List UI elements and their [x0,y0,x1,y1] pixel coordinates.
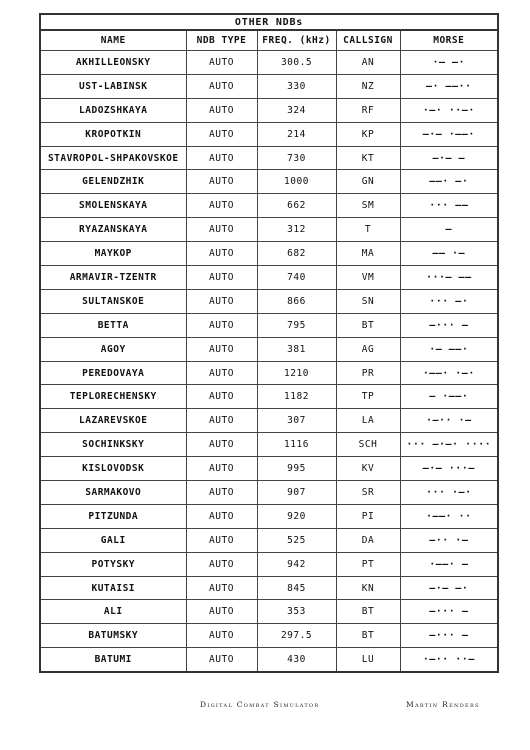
table-row [40,313,498,337]
table-row [40,648,498,672]
morse-code-cell: ·‒ ‒· [400,51,498,75]
table-row [40,122,498,146]
ndb-type-cell: AUTO [186,409,257,433]
table-row [40,504,498,528]
frequency-cell: 1210 [257,361,336,385]
table-row [40,457,498,481]
callsign-cell: AG [336,337,400,361]
frequency-cell: 942 [257,552,336,576]
morse-code-cell: ·‒‒· ‒ [400,552,498,576]
ndb-type-cell: AUTO [186,266,257,290]
ndb-name-cell: KUTAISI [40,576,186,600]
morse-code-cell: ··· ‒· [400,289,498,313]
callsign-cell: KN [336,576,400,600]
frequency-cell: 330 [257,74,336,98]
ndb-type-cell: AUTO [186,576,257,600]
table-row [40,289,498,313]
callsign-cell: KT [336,146,400,170]
ndb-name-cell: SMOLENSKAYA [40,194,186,218]
ndb-type-cell: AUTO [186,289,257,313]
ndb-type-cell: AUTO [186,218,257,242]
ndb-type-cell: AUTO [186,433,257,457]
morse-code-cell: ··· ·‒· [400,481,498,505]
morse-code-cell: ·‒·· ·‒ [400,409,498,433]
morse-code-cell: ··· ‒‒ [400,194,498,218]
table-body [40,51,498,673]
ndb-type-cell: AUTO [186,51,257,75]
table-row [40,98,498,122]
ndb-type-cell: AUTO [186,98,257,122]
footer-credit-left: Digital Combat Simulator [200,700,320,709]
callsign-cell: PT [336,552,400,576]
table-row [40,528,498,552]
ndb-type-cell: AUTO [186,194,257,218]
frequency-cell: 525 [257,528,336,552]
frequency-cell: 430 [257,648,336,672]
column-header-ndb-type: NDB TYPE [186,30,257,51]
morse-code-cell: ·‒· ··‒· [400,98,498,122]
morse-code-cell: ·‒·· ··‒ [400,648,498,672]
callsign-cell: BT [336,313,400,337]
table-row [40,242,498,266]
frequency-cell: 297.5 [257,624,336,648]
morse-code-cell: ·‒‒· ·· [400,504,498,528]
callsign-cell: MA [336,242,400,266]
morse-code-cell: ‒··· ‒ [400,313,498,337]
table-row [40,552,498,576]
callsign-cell: SCH [336,433,400,457]
ndb-name-cell: ARMAVIR-TZENTR [40,266,186,290]
table-row [40,74,498,98]
frequency-cell: 662 [257,194,336,218]
callsign-cell: PI [336,504,400,528]
ndb-type-cell: AUTO [186,385,257,409]
table-row [40,337,498,361]
table-row [40,170,498,194]
ndb-type-cell: AUTO [186,170,257,194]
ndb-type-cell: AUTO [186,528,257,552]
ndb-type-cell: AUTO [186,481,257,505]
column-header-morse: MORSE [400,30,498,51]
frequency-cell: 920 [257,504,336,528]
morse-code-cell: ‒·· ·‒ [400,528,498,552]
callsign-cell: AN [336,51,400,75]
morse-code-cell: ‒· ‒‒·· [400,74,498,98]
table-row [40,481,498,505]
column-header-frequency: FREQ. (kHz) [257,30,336,51]
frequency-cell: 324 [257,98,336,122]
frequency-cell: 307 [257,409,336,433]
ndb-name-cell: PEREDOVAYA [40,361,186,385]
frequency-cell: 1182 [257,385,336,409]
ndb-type-cell: AUTO [186,242,257,266]
frequency-cell: 682 [257,242,336,266]
frequency-cell: 1000 [257,170,336,194]
callsign-cell: BT [336,624,400,648]
ndb-type-cell: AUTO [186,122,257,146]
ndb-type-cell: AUTO [186,146,257,170]
callsign-cell: GN [336,170,400,194]
ndb-type-cell: AUTO [186,361,257,385]
ndb-name-cell: GALI [40,528,186,552]
frequency-cell: 730 [257,146,336,170]
callsign-cell: LU [336,648,400,672]
morse-code-cell: ‒‒· ‒· [400,170,498,194]
ndb-name-cell: BATUMI [40,648,186,672]
ndb-name-cell: SULTANSKOE [40,289,186,313]
ndb-name-cell: LAZAREVSKOE [40,409,186,433]
callsign-cell: TP [336,385,400,409]
frequency-cell: 845 [257,576,336,600]
ndb-name-cell: AKHILLEONSKY [40,51,186,75]
frequency-cell: 381 [257,337,336,361]
ndb-type-cell: AUTO [186,624,257,648]
ndb-name-cell: BATUMSKY [40,624,186,648]
ndb-type-cell: AUTO [186,313,257,337]
callsign-cell: KP [336,122,400,146]
frequency-cell: 214 [257,122,336,146]
frequency-cell: 795 [257,313,336,337]
table-row [40,385,498,409]
morse-code-cell: ‒·‒ ·‒‒· [400,122,498,146]
ndb-name-cell: UST-LABINSK [40,74,186,98]
callsign-cell: RF [336,98,400,122]
table-row [40,409,498,433]
callsign-cell: PR [336,361,400,385]
ndb-type-cell: AUTO [186,648,257,672]
frequency-cell: 353 [257,600,336,624]
callsign-cell: SM [336,194,400,218]
ndb-name-cell: RYAZANSKAYA [40,218,186,242]
ndb-name-cell: KISLOVODSK [40,457,186,481]
ndb-name-cell: ALI [40,600,186,624]
morse-code-cell: ‒··· ‒ [400,600,498,624]
ndb-name-cell: SARMAKOVO [40,481,186,505]
ndb-name-cell: LADOZSHKAYA [40,98,186,122]
ndb-name-cell: GELENDZHIK [40,170,186,194]
ndb-name-cell: MAYKOP [40,242,186,266]
ndb-name-cell: KROPOTKIN [40,122,186,146]
callsign-cell: BT [336,600,400,624]
morse-code-cell: ···‒ ‒‒ [400,266,498,290]
table-title: OTHER NDBs [40,14,498,30]
frequency-cell: 866 [257,289,336,313]
frequency-cell: 995 [257,457,336,481]
morse-code-cell: ‒·‒ ‒· [400,576,498,600]
callsign-cell: LA [336,409,400,433]
frequency-cell: 907 [257,481,336,505]
table-row [40,576,498,600]
frequency-cell: 1116 [257,433,336,457]
ndb-type-cell: AUTO [186,504,257,528]
frequency-cell: 740 [257,266,336,290]
callsign-cell: NZ [336,74,400,98]
ndb-table [39,13,499,673]
ndb-sheet [39,13,497,673]
ndb-name-cell: STAVROPOL-SHPAKOVSKOE [40,146,186,170]
ndb-name-cell: AGOY [40,337,186,361]
table-row [40,194,498,218]
column-header-callsign: CALLSIGN [336,30,400,51]
ndb-type-cell: AUTO [186,600,257,624]
morse-code-cell: ‒·‒ ···‒ [400,457,498,481]
ndb-type-cell: AUTO [186,337,257,361]
callsign-cell: SR [336,481,400,505]
morse-code-cell: ‒ ·‒‒· [400,385,498,409]
morse-code-cell: ‒··· ‒ [400,624,498,648]
callsign-cell: SN [336,289,400,313]
table-row [40,433,498,457]
footer-credit-right: Martin Renders [406,700,480,709]
morse-code-cell: ··· ‒·‒· ···· [400,433,498,457]
ndb-name-cell: TEPLORECHENSKY [40,385,186,409]
frequency-cell: 300.5 [257,51,336,75]
table-row [40,146,498,170]
footer [0,700,530,712]
morse-code-cell: ·‒‒· ·‒· [400,361,498,385]
header-row [40,30,498,51]
table-row [40,218,498,242]
ndb-name-cell: SOCHINKSKY [40,433,186,457]
callsign-cell: VM [336,266,400,290]
ndb-type-cell: AUTO [186,74,257,98]
table-row [40,51,498,75]
callsign-cell: KV [336,457,400,481]
ndb-name-cell: POTYSKY [40,552,186,576]
morse-code-cell: ‒ [400,218,498,242]
table-row [40,266,498,290]
table-row [40,600,498,624]
table-row [40,624,498,648]
callsign-cell: T [336,218,400,242]
ndb-name-cell: BETTA [40,313,186,337]
ndb-name-cell: PITZUNDA [40,504,186,528]
morse-code-cell: ·‒ ‒‒· [400,337,498,361]
table-row [40,361,498,385]
morse-code-cell: ‒‒ ·‒ [400,242,498,266]
ndb-type-cell: AUTO [186,457,257,481]
column-header-name: NAME [40,30,186,51]
morse-code-cell: ‒·‒ ‒ [400,146,498,170]
callsign-cell: DA [336,528,400,552]
ndb-type-cell: AUTO [186,552,257,576]
frequency-cell: 312 [257,218,336,242]
